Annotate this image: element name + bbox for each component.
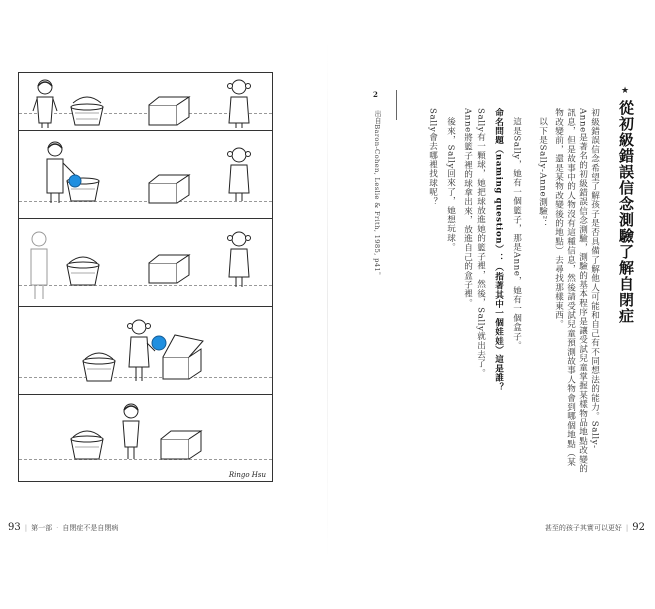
basket-icon bbox=[67, 95, 107, 127]
box-icon bbox=[159, 429, 203, 461]
body-column: Anne是著名的初級錯誤信念測驗，測驗的基本程序是讓受試兒童掌握某樣物品地點改變的 bbox=[577, 108, 588, 474]
sally-anne-comic bbox=[18, 72, 273, 482]
footnote-number: 2 bbox=[373, 90, 378, 99]
right-footer: 甚至的孩子其實可以更好 | 92 bbox=[544, 522, 645, 533]
body-column: 訊息，但是故事中的人物沒有這種信息，然後請受試兒童預測故事人物會到哪個地點（某 bbox=[565, 108, 576, 467]
body-column: Anne將籃子裡的球拿出來，放進自己的盒子裡。 bbox=[462, 108, 473, 308]
basket-icon bbox=[63, 167, 103, 203]
page-number-right: 92 bbox=[632, 522, 645, 533]
comic-panel-1 bbox=[19, 73, 272, 131]
basket-icon bbox=[79, 347, 119, 383]
anne-figure bbox=[219, 145, 259, 203]
comic-panel-2 bbox=[19, 131, 272, 219]
ball-icon bbox=[69, 175, 81, 187]
body-column: 初級錯誤信念希望了解孩子是否具備了解他人可能和自己有不同想法的能力。Sally- bbox=[589, 108, 600, 449]
left-footer: 93 | 第一部 · 自閉症不是自閉病 bbox=[8, 522, 119, 533]
footer-running-title: 甚至的孩子其實可以更好 bbox=[544, 524, 622, 532]
comic-panel-5 bbox=[19, 395, 272, 483]
basket-icon bbox=[67, 425, 107, 461]
body-column: 這是Sally，她有一個籃子，那是Anne，她有一個盒子。 bbox=[511, 117, 522, 351]
sally-figure bbox=[111, 401, 151, 467]
comic-panel-3 bbox=[19, 219, 272, 307]
illustrator-signature: Ringo Hsu bbox=[228, 471, 266, 479]
sally-figure bbox=[25, 77, 65, 129]
body-column: 以下是Sally-Anne測驗²： bbox=[537, 117, 548, 229]
footer-section: 第一部 bbox=[31, 524, 53, 532]
box-icon bbox=[147, 95, 191, 127]
heading-marker: ★ bbox=[621, 86, 630, 96]
naming-question: 命名問題（naming question）：（指著其中一個娃娃）這是誰？ bbox=[493, 108, 504, 392]
sally-figure bbox=[23, 227, 57, 303]
anne-figure bbox=[219, 229, 259, 289]
box-icon bbox=[147, 173, 191, 205]
box-icon bbox=[149, 327, 205, 383]
ball-icon bbox=[152, 336, 166, 350]
section-heading: 從初級錯誤信念測驗了解自閉症 bbox=[617, 100, 635, 324]
footnote-rule bbox=[396, 90, 397, 120]
footer-chapter: 自閉症不是自閉病 bbox=[62, 524, 119, 532]
body-column: 物改變前，還是某物改變後的地點）去尋找那樣東西。 bbox=[553, 108, 564, 329]
footnote-text: 出自Baron-Cohen, Leslie & Frith, 1985, p41。 bbox=[373, 110, 381, 280]
body-column: Sally會去哪裡找球呢？ bbox=[427, 108, 438, 206]
box-icon bbox=[147, 253, 191, 285]
body-column: Sally有一顆球，她把球放進她的籃子裡，然後，Sally就出去了。 bbox=[475, 108, 486, 378]
anne-figure bbox=[219, 77, 259, 129]
basket-icon bbox=[63, 251, 103, 287]
comic-panel-4 bbox=[19, 307, 272, 395]
page-number-left: 93 bbox=[8, 522, 21, 533]
body-column: 後來，Sally回來了，她想玩球。 bbox=[445, 117, 456, 252]
page-gutter bbox=[327, 40, 328, 560]
